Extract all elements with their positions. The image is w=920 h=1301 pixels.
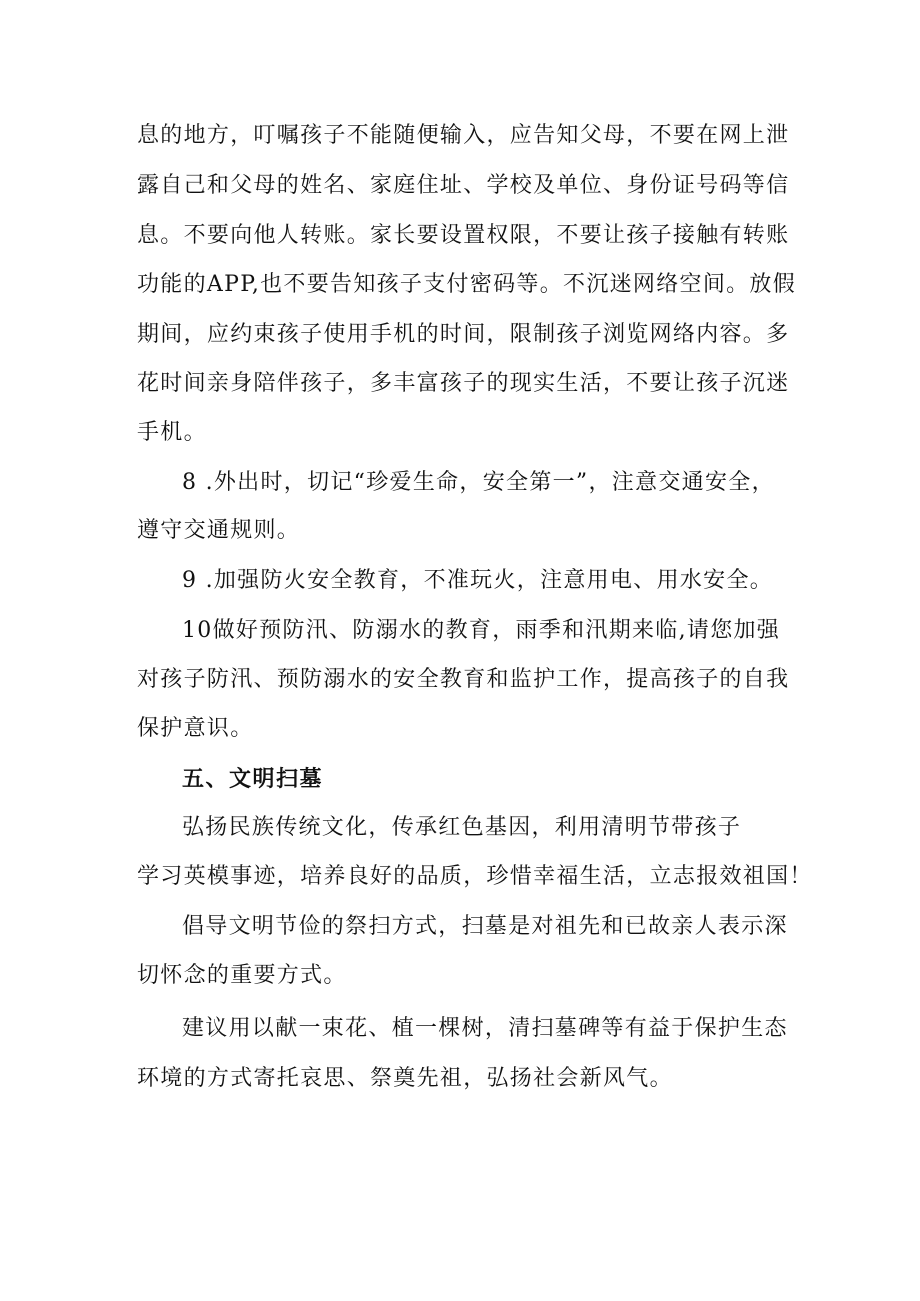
- list-item-10: 10做好预防汛、防溺水的教育，雨季和汛期来临,请您加强: [182, 618, 781, 643]
- body-text-line: 期间，应约束孩子使用手机的时间，限制孩子浏览网络内容。多: [137, 322, 790, 347]
- body-text-line: 切怀念的重要方式。: [137, 963, 347, 988]
- body-text-line: 手机。: [137, 420, 207, 445]
- paragraph-line: 弘扬民族传统文化，传承红色基因，利用清明节带孩子: [182, 815, 742, 840]
- body-text-line: 花时间亲身陪伴孩子，多丰富孩子的现实生活，不要让孩子沉迷: [137, 371, 790, 396]
- paragraph-line: 倡导文明节俭的祭扫方式，扫墓是对祖先和已故亲人表示深: [182, 914, 788, 939]
- body-text-line: 露自己和父母的姓名、家庭住址、学校及单位、身份证号码等信: [137, 173, 790, 198]
- paragraph-line: 建议用以献一束花、植一棵树，清扫墓碑等有益于保护生态: [182, 1016, 788, 1041]
- body-text-line: 学习英模事迹，培养良好的品质，珍惜幸福生活，立志报效祖国！: [137, 864, 813, 889]
- body-text-line: 息的地方，叮嘱孩子不能随便输入，应告知父母，不要在网上泄: [137, 123, 790, 148]
- body-text-line: 功能的APP,也不要告知孩子支付密码等。不沉迷网络空间。放假: [137, 272, 797, 297]
- list-item-8: 8 .外出时，切记“珍爱生命，安全第一”，注意交通安全，: [182, 470, 775, 495]
- body-text-line: 遵守交通规则。: [137, 518, 301, 543]
- section-heading: 五、文明扫墓: [182, 767, 324, 792]
- body-text-line: 对孩子防汛、预防溺水的安全教育和监护工作，提高孩子的自我: [137, 667, 790, 692]
- body-text-line: 息。不要向他人转账。家长要设置权限，不要让孩子接触有转账: [137, 223, 790, 248]
- list-item-9: 9 .加强防火安全教育，不准玩火，注意用电、用水安全。: [182, 568, 774, 593]
- body-text-line: 保护意识。: [137, 716, 254, 741]
- body-text-line: 环境的方式寄托哀思、祭奠先祖，弘扬社会新风气。: [137, 1066, 673, 1091]
